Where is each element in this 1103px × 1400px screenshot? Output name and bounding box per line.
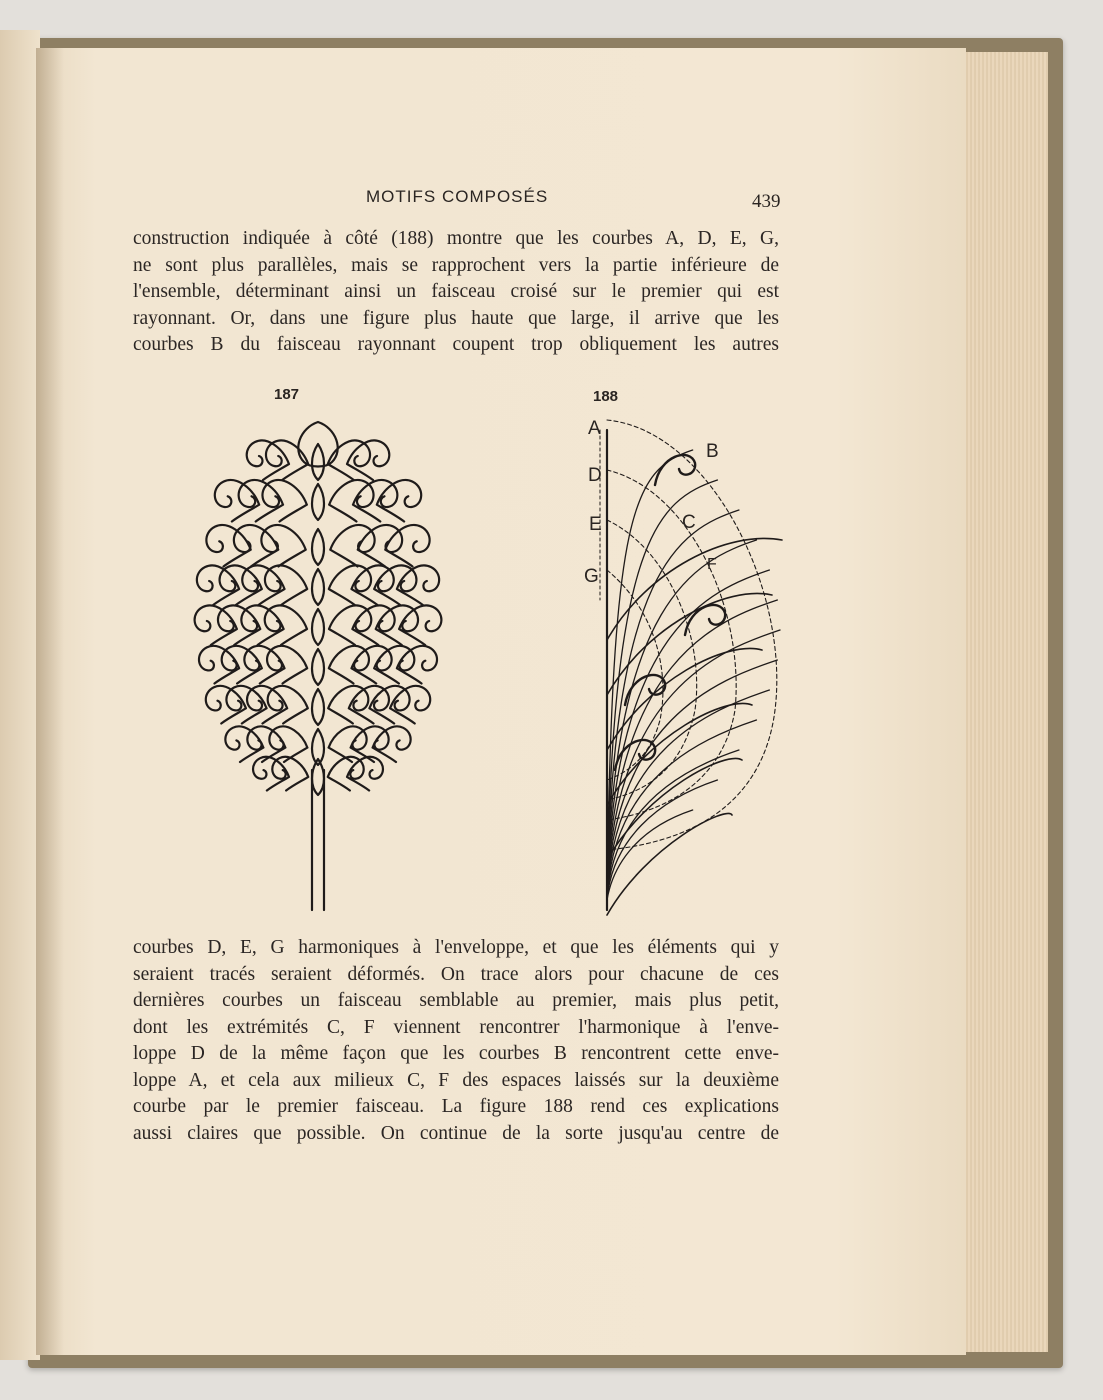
paragraph-bottom [133, 935, 779, 1147]
label-a: A [588, 418, 601, 439]
text-line: ne sont plus parallèles, mais se rapprochent vers la partie inférieure de [133, 254, 779, 276]
construction-envelope [607, 470, 736, 820]
palmette-leaf [261, 525, 305, 567]
paragraph-top [133, 226, 779, 359]
palmette-leaf [397, 646, 437, 684]
label-c: C [682, 512, 696, 533]
construction-cross-curve [607, 813, 732, 915]
text-line: seraient tracés seraient déformés. On trace alors pour chacune de ces [133, 963, 779, 985]
label-e: E [589, 514, 602, 535]
palmette-leaf [225, 726, 263, 762]
construction-ray [607, 750, 739, 900]
palmette-center-leaf [312, 569, 324, 605]
palmette-center-leaf [312, 649, 324, 685]
construction-scroll [655, 455, 695, 485]
label-b: B [706, 441, 719, 462]
text-line: rayonnant. Or, dans une figure plus haute que large, il arrive que les [133, 307, 779, 329]
figure-187-palmette [140, 410, 500, 920]
palmette-leaf [399, 605, 441, 645]
palmette-leaf [197, 565, 239, 605]
running-head: MOTIFS COMPOSÉS [366, 187, 549, 206]
palmette-center-leaf [312, 529, 324, 565]
construction-ray [607, 540, 756, 900]
page-stack-edge [960, 52, 1048, 1352]
construction-ray [607, 690, 769, 900]
palmette-center-leaf [312, 484, 324, 520]
text-line: courbe par le premier faisceau. La figure 188 rend ces explications [133, 1096, 779, 1117]
text-line: aussi claires que possible. On continue de la sorte jusqu'au centre de [133, 1122, 779, 1144]
palmette-leaf [199, 646, 239, 684]
palmette-center-leaf [312, 689, 324, 725]
page-number: 439 [752, 191, 781, 212]
palmette-leaf [195, 605, 237, 645]
figure-187-number: 187 [274, 386, 300, 403]
label-d: D [588, 465, 602, 486]
palmette-leaf [330, 525, 374, 567]
palmette-leaf [397, 565, 439, 605]
palmette-leaf [377, 480, 421, 522]
palmette-leaf [206, 525, 250, 567]
palmette-leaf [206, 686, 246, 724]
construction-cross-curve [607, 593, 772, 695]
palmette-leaf [390, 686, 430, 724]
text-line: construction indiquée à côté (188) montre que les courbes A, D, E, G, [133, 228, 779, 249]
palmette-leaf [358, 525, 402, 567]
text-line: courbes B du faisceau rayonnant coupent trop obliquement les autres [133, 334, 779, 355]
label-g: G [584, 566, 599, 587]
palmette-leaf [385, 525, 429, 567]
page-gutter-shadow [36, 48, 64, 1355]
palmette-center-leaf [312, 444, 324, 480]
label-f: F [707, 556, 717, 573]
facing-page-edge [0, 30, 40, 1360]
palmette-leaf [215, 480, 259, 522]
text-line: dernières courbes un faisceau semblable au premier, mais plus petit, [133, 990, 779, 1011]
text-line: loppe A, et cela aux milieux C, F des espaces laissés sur la deuxième [133, 1069, 779, 1091]
text-line: courbes D, E, G harmoniques à l'enveloppe, et que les éléments qui y [133, 937, 779, 958]
text-line: loppe D de la même façon que les courbes B rencontrent cette enve- [133, 1043, 779, 1064]
construction-cross-curve [607, 648, 762, 750]
palmette-leaf [373, 726, 411, 762]
construction-scroll [685, 605, 725, 635]
text-line: dont les extrémités C, F viennent rencontrer l'harmonique à l'enve- [133, 1016, 779, 1038]
figure-188-number: 188 [593, 388, 619, 405]
text-line: l'ensemble, déterminant ainsi un faisceau croisé sur le premier qui est [133, 281, 779, 302]
palmette-leaf [234, 525, 278, 567]
palmette-center-leaf [312, 609, 324, 645]
construction-scroll [615, 740, 655, 770]
